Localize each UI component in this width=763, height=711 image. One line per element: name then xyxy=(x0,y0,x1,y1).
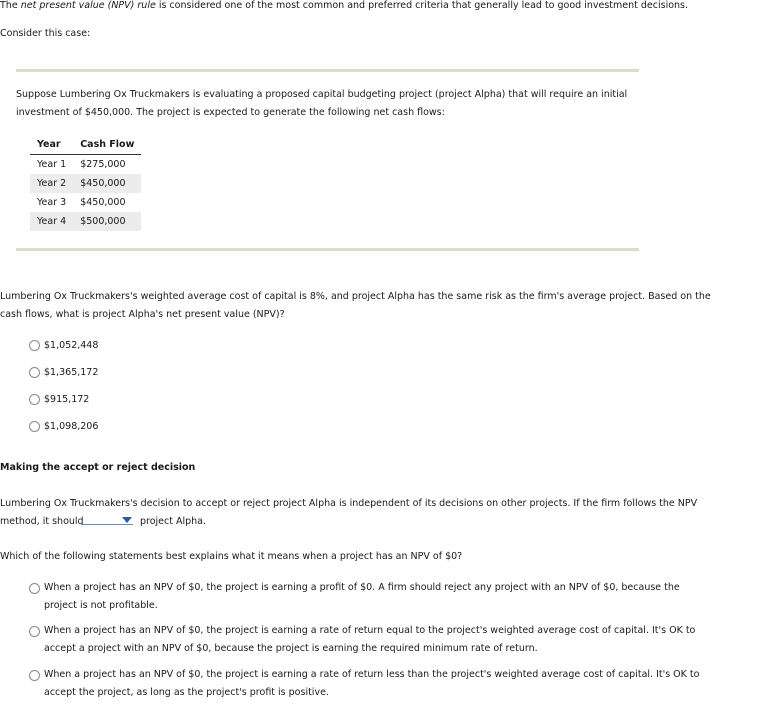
intro-text: The net present value (NPV) rule is considered one of the most common and preferred criteria that generally lead to good investment decisions. xyxy=(0,0,689,11)
npv-question: Lumbering Ox Truckmakers's weighted average cost of capital is 8%, and project Alpha has the same risk as the firm's average project. Based on the cash flows, what is project Alpha's net present value (NPV)? xyxy=(0,291,711,320)
table-row xyxy=(30,193,141,212)
year-cell: Year 1 xyxy=(37,159,67,170)
npv-zero-question: Which of the following statements best explains what it means when a project has an NPV of $0? xyxy=(0,551,463,562)
npv-rule-emphasis: net present value (NPV) rule xyxy=(20,0,156,11)
decision-question-suffix: project Alpha. xyxy=(140,516,207,527)
year-header: Year xyxy=(30,137,73,155)
statement-option-label-2[interactable]: When a project has an NPV of $0, the project is earning a rate of return equal to the project's weighted average cost of capital. It's OK to accept a project with an NPV of $0, because the project is earning the required minimum rate of return. xyxy=(44,625,696,654)
npv-option-label-2[interactable]: $1,365,172 xyxy=(44,367,99,378)
npv-option-label-1[interactable]: $1,052,448 xyxy=(44,340,99,351)
statement-option-radio-3[interactable] xyxy=(29,670,40,681)
npv-option-radio-3[interactable] xyxy=(29,394,40,405)
npv-option-label-3[interactable]: $915,172 xyxy=(44,394,90,405)
statement-option-label-3[interactable]: When a project has an NPV of $0, the project is earning a rate of return less than the project's weighted average cost of capital. It's OK to accept the project, as long as the project's profit is positive. xyxy=(44,669,700,698)
consider-label: Consider this case: xyxy=(0,28,91,39)
table-header-row xyxy=(30,137,141,155)
section-heading: Making the accept or reject decision xyxy=(0,462,196,473)
npv-option-radio-2[interactable] xyxy=(29,367,40,378)
decision-question: Lumbering Ox Truckmakers's decision to accept or reject project Alpha is independent of its decisions on other projects. If the firm follows the NPV method, it should xyxy=(0,498,698,527)
npv-option-radio-1[interactable] xyxy=(29,340,40,351)
year-cell: Year 3 xyxy=(37,197,67,208)
npv-option-radio-4[interactable] xyxy=(29,421,40,432)
cash-flow-header: Cash Flow xyxy=(73,137,141,155)
cash-flow-cell: $500,000 xyxy=(73,212,141,231)
cash-flow-cell: $275,000 xyxy=(80,159,126,170)
statement-option-radio-2[interactable] xyxy=(29,626,40,637)
cash-flow-cell: $450,000 xyxy=(80,197,126,208)
year-cell: Year 2 xyxy=(30,174,73,193)
table-row xyxy=(30,155,141,175)
case-description: Suppose Lumbering Ox Truckmakers is evaluating a proposed capital budgeting project (project Alpha) that will require an initial investment of $450,000. The project is expected to generate the following net cash flows: xyxy=(16,89,628,118)
table-row xyxy=(30,174,141,193)
case-bottom-divider xyxy=(16,248,639,251)
statement-option-label-1[interactable]: When a project has an NPV of $0, the project is earning a profit of $0. A firm should reject any project with an NPV of $0, because the project is not profitable. xyxy=(44,582,680,611)
accept-reject-dropdown[interactable] xyxy=(81,513,133,525)
case-top-divider xyxy=(16,69,639,72)
npv-option-label-4[interactable]: $1,098,206 xyxy=(44,421,99,432)
chevron-down-icon[interactable] xyxy=(122,517,132,523)
year-cell: Year 4 xyxy=(30,212,73,231)
statement-option-radio-1[interactable] xyxy=(29,583,40,594)
table-row xyxy=(30,212,141,231)
cash-flow-table xyxy=(30,137,141,231)
cash-flow-cell: $450,000 xyxy=(73,174,141,193)
